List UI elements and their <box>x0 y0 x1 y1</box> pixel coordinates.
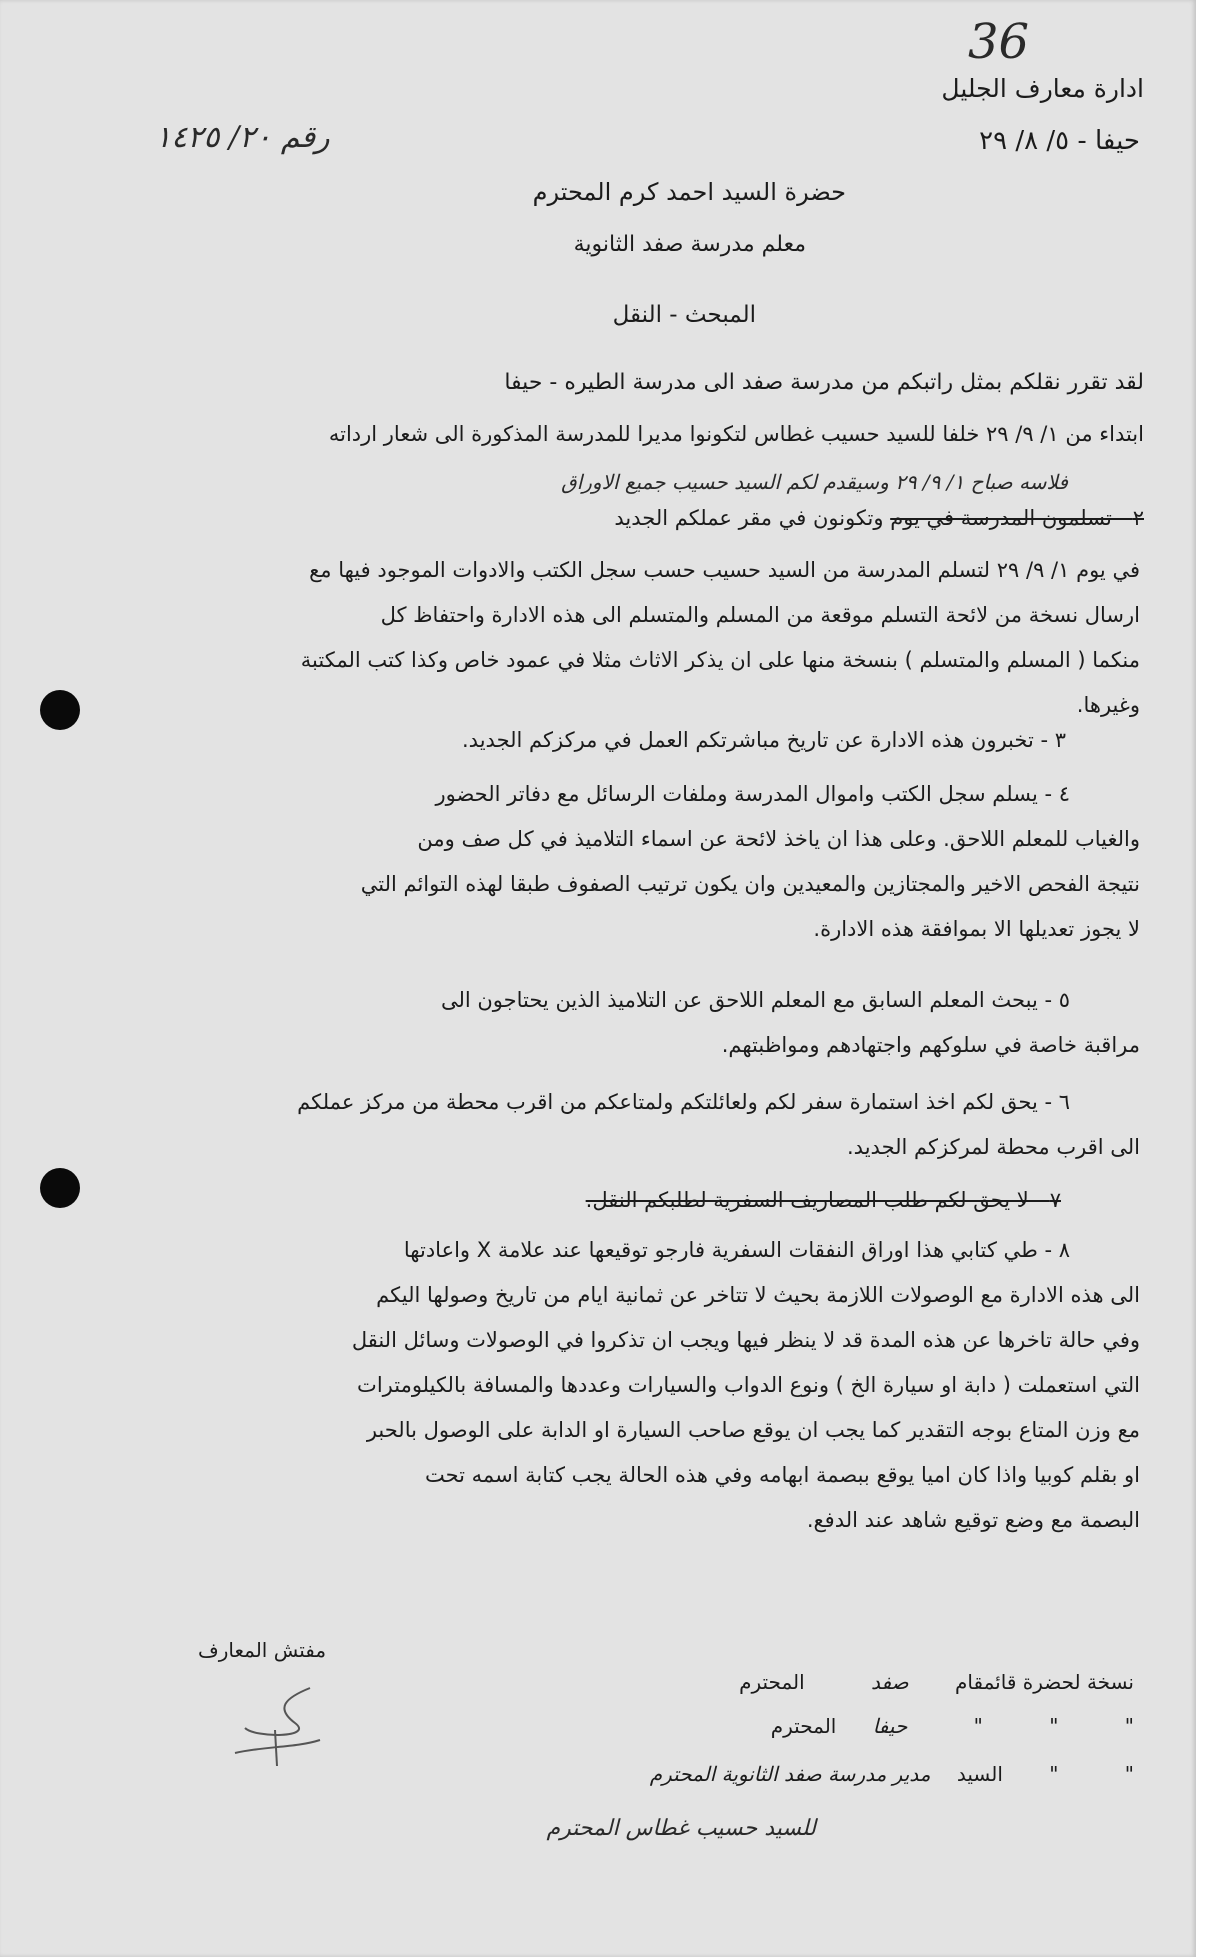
inspector-signature <box>215 1668 335 1778</box>
ditto-mark: " <box>1049 1714 1059 1738</box>
item-4-body <box>50 772 1140 952</box>
item-2-line: منكما ( المسلم والمتسلم ) بنسخة منها على ان يذكر الاثاث مثلا في عمود خاص وكذا كتب المكتبة <box>300 648 1140 672</box>
item-7-struck: ٧ - لا يحق لكم طلب المصاريف السفرية لطلبكم النقل. <box>585 1188 1061 1212</box>
office-name: ادارة معارف الجليل <box>941 74 1144 103</box>
item-8-line: ٨ - طي كتابي هذا اوراق النفقات السفرية فارجو توقيعها عند علامة X واعادتها <box>403 1238 1070 1262</box>
ditto-mark: " <box>1049 1762 1059 1786</box>
copy-3 <box>650 1762 1134 1786</box>
item-2-continuation: وتكونون في مقر عملكم الجديد <box>614 506 884 530</box>
copy-2-place: حيفا <box>872 1714 908 1738</box>
item-2-struck: ٢ - تسلمون المدرسة في يوم <box>890 506 1144 530</box>
item-8-line: الى هذه الادارة مع الوصولات اللازمة بحيث لا تتاخر عن ثمانية ايام من تاريخ وصولها اليكم <box>376 1283 1140 1307</box>
copy-3-text: مدير مدرسة صفد الثانوية المحترم <box>649 1762 931 1786</box>
addressee-school: معلم مدرسة صفد الثانوية <box>573 232 806 257</box>
subject: المبحث - النقل <box>612 302 756 328</box>
item-5-line: ٥ - يبحث المعلم السابق مع المعلم اللاحق عن التلاميذ الذين يحتاجون الى <box>440 988 1070 1012</box>
item-8-body <box>50 1228 1140 1543</box>
body-intro-line-3: فلاسه صباح ١/ ٩/ ٢٩ وسيقدم لكم السيد حسيب جميع الاوراق <box>561 470 1068 494</box>
ditto-mark: " <box>1124 1762 1134 1786</box>
item-8-line: او بقلم كوبيا واذا كان اميا يوقع ببصمة ابهامه وفي هذه الحالة يجب كتابة اسمه تحت <box>424 1463 1140 1487</box>
item-8-line: مع وزن المتاع بوجه التقدير كما يجب ان يوقع صاحب السيارة او الدابة على الوصول بالحبر <box>366 1418 1140 1442</box>
item-2-heading <box>614 506 1144 530</box>
copy-4: للسيد حسيب غطاس المحترم <box>546 1816 816 1841</box>
copy-2 <box>771 1714 1134 1738</box>
item-3: ٣ - تخبرون هذه الادارة عن تاريخ مباشرتكم العمل في مركزكم الجديد. <box>462 728 1066 752</box>
item-8-line: البصمة مع وضع توقيع شاهد عند الدفع. <box>806 1508 1140 1532</box>
body-intro-line-2: ابتداء من ١/ ٩/ ٢٩ خلفا للسيد حسيب غطاس لتكونوا مديرا للمدرسة المذكورة الى شعار ارداته <box>328 422 1144 446</box>
body-intro-line-1: لقد تقرر نقلكم بمثل راتبكم من مدرسة صفد الى مدرسة الطيره - حيفا <box>504 370 1144 395</box>
item-6-body <box>50 1080 1140 1170</box>
copy-1 <box>739 1670 1134 1694</box>
addressee-line: حضرة السيد احمد كرم المحترم <box>532 178 846 206</box>
item-2-body <box>50 548 1140 728</box>
item-5-line: مراقبة خاصة في سلوكهم واجتهادهم ومواظبتهم. <box>721 1033 1140 1057</box>
item-6-line: ٦ - يحق لكم اخذ استمارة سفر لكم ولعائلتكم ولمتاعكم من اقرب محطة من مركز عملكم <box>297 1090 1070 1114</box>
copy-1-honor: المحترم <box>739 1670 805 1694</box>
item-5-body <box>50 978 1140 1068</box>
item-2-line: ارسال نسخة من لائحة التسلم موقعة من المسلم والمتسلم الى هذه الادارة واحتفاظ كل <box>380 603 1140 627</box>
item-8-line: وفي حالة تاخرها عن هذه المدة قد لا ينظر فيها ويجب ان تذكروا في الوصولات وسائل النقل <box>351 1328 1140 1352</box>
item-4-line: ٤ - يسلم سجل الكتب واموال المدرسة وملفات الرسائل مع دفاتر الحضور <box>435 782 1070 806</box>
punch-hole-bottom <box>40 1168 80 1208</box>
item-2-line: في يوم ١/ ٩/ ٢٩ لتسلم المدرسة من السيد حسيب حسب سجل الكتب والادوات الموجود فيها مع <box>309 558 1140 582</box>
ditto-mark: " <box>1124 1714 1134 1738</box>
item-4-line: نتيجة الفحص الاخير والمجتازين والمعيدين وان يكون ترتيب الصفوف طبقا لهذه التوائم التي <box>360 872 1140 896</box>
copy-2-honor: المحترم <box>770 1714 837 1738</box>
copy-3-label: السيد <box>956 1762 1003 1786</box>
reference-number: رقم ٢٠/ ١٤٢٥ <box>155 120 330 155</box>
item-2-line: وغيرها. <box>1076 693 1140 717</box>
item-4-line: لا يجوز تعديلها الا بموافقة هذه الادارة. <box>813 917 1140 941</box>
copy-1-label: نسخة لحضرة قائمقام <box>955 1670 1134 1694</box>
copy-1-place: صفد <box>871 1670 909 1694</box>
item-6-line: الى اقرب محطة لمركزكم الجديد. <box>847 1135 1140 1159</box>
ditto-mark: " <box>973 1714 983 1738</box>
page-number: 36 <box>968 14 1030 70</box>
place-date: حيفا - ٥/ ٨/ ٢٩ <box>979 126 1140 156</box>
inspector-title: مفتش المعارف <box>198 1638 327 1662</box>
item-4-line: والغياب للمعلم اللاحق. وعلى هذا ان ياخذ لائحة عن اسماء التلاميذ في كل صف ومن <box>417 827 1140 851</box>
punch-hole-top <box>40 690 80 730</box>
item-8-line: التي استعملت ( دابة او سيارة الخ ) ونوع الدواب والسيارات وعددها والمسافة بالكيلومترات <box>357 1373 1140 1397</box>
